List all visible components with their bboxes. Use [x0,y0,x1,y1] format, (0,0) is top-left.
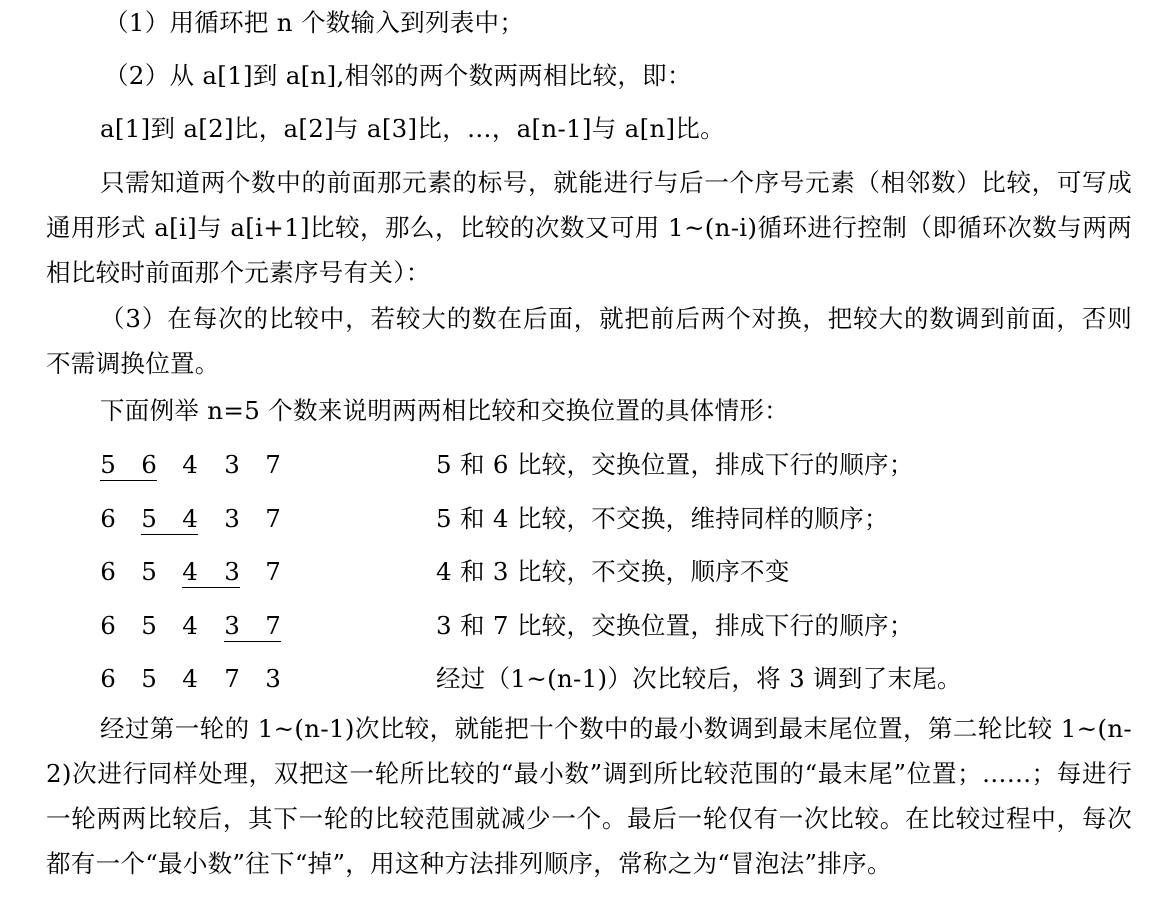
sequence-number: 6 [100,557,116,586]
sequence-number: 5 [141,503,157,533]
sequence-number: 4 [182,664,198,693]
sequence-number: 4 [182,610,198,640]
step-2-detail: a[1]到 a[2]比，a[2]与 a[3]比，…，a[n-1]与 a[n]比。 [100,114,725,143]
sequence-number: 4 [182,503,198,533]
explanation-paragraph: 只需知道两个数中的前面那元素的标号，就能进行与后一个序号元素（相邻数）比较，可写成通用形式 a[i]与 a[i+1]比较，那么，比较的次数又可用 1~(n-i)循环进行控制（即循环次数与两两相比较时前面那个元素序号有关）： [46,168,1132,287]
sequence-number: 5 [100,450,116,479]
sequence-number: 6 [100,610,116,640]
sequence-number: 6 [141,450,157,479]
comparison-note: 5 和 4 比较，不交换，维持同样的顺序； [436,503,889,533]
comparison-note: 4 和 3 比较，不交换，顺序不变 [436,557,790,586]
sequence-number: 7 [265,610,281,640]
comparison-note: 5 和 6 比较，交换位置，排成下行的顺序； [436,450,914,479]
comparison-note: 经过（1~(n-1)）次比较后，将 3 调到了末尾。 [436,664,962,693]
sequence-number: 3 [224,450,240,479]
sequence-number: 7 [265,450,281,479]
sequence-number: 5 [141,557,157,586]
step-3-paragraph: （3）在每次的比较中，若较大的数在后面，就把前后两个对换，把较大的数调到前面，否则不需调换位置。 [46,304,1132,378]
sequence-number: 6 [100,503,116,533]
sequence-number: 6 [100,664,116,693]
compared-pair-underline [100,480,157,481]
compared-pair-underline [141,534,198,535]
sequence-number: 3 [265,664,281,693]
sequence-number: 3 [224,557,240,586]
sequence-number: 3 [224,503,240,533]
sequence-number: 7 [265,503,281,533]
sequence-number: 7 [265,557,281,586]
sequence-number: 3 [224,610,240,640]
sequence-number: 4 [182,450,198,479]
sequence-number: 4 [182,557,198,586]
comparison-note: 3 和 7 比较，交换位置，排成下行的顺序； [436,610,914,640]
compared-pair-underline [182,587,240,588]
compared-pair-underline [224,641,281,642]
step-1-text: （1）用循环把 n 个数输入到列表中； [104,8,525,37]
sequence-number: 5 [141,664,157,693]
example-intro: 下面例举 n=5 个数来说明两两相比较和交换位置的具体情形： [100,396,789,425]
sequence-number: 5 [141,610,157,640]
step-2-text: （2）从 a[1]到 a[n],相邻的两个数两两相比较，即： [104,61,692,90]
sequence-number: 7 [224,664,240,693]
conclusion-paragraph: 经过第一轮的 1~(n-1)次比较，就能把十个数中的最小数调到最末尾位置，第二轮比较 1~(n-2)次进行同样处理，双把这一轮所比较的“最小数”调到所比较范围的“最末尾”位置；……；每进行一轮两两比较后，其下一轮的比较范围就减少一个。最后一轮仅有一次比较。在比较过程中，每次都有一个“最小数”往下“掉”，用这种方法排列顺序，常称之为“冒泡法”排序。 [46,714,1132,878]
